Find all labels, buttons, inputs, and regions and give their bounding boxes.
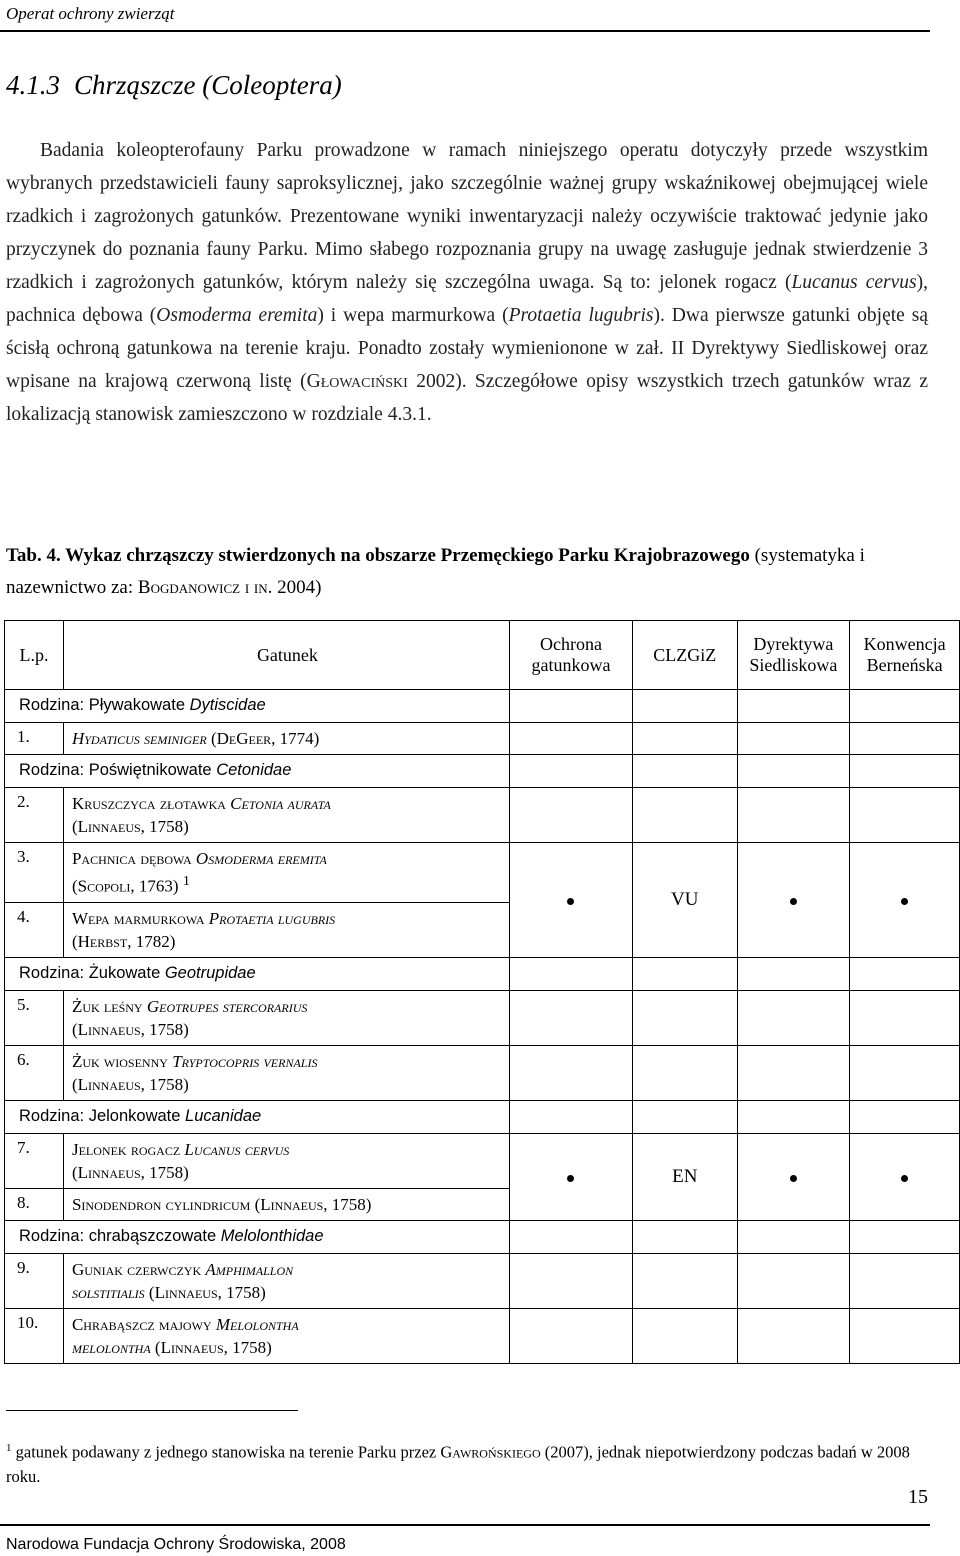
family-label <box>5 957 510 990</box>
species-lat: melolontha <box>71 1337 151 1357</box>
species-cell <box>63 843 509 903</box>
latin-name: Lucanus cervus <box>791 272 917 293</box>
species-lat: Hydaticus seminiger <box>71 729 207 748</box>
row-number: 9. <box>5 1253 64 1308</box>
species-author: (Linnaeus, 1758) <box>71 1074 189 1094</box>
body-text-1: Badania koleopterofauny Parku prowadzone w ramach niniejszego operatu dotyczyły przede wszystkim wybranych przedstawicieli fauny saproksylicznej, jako szczególnie ważnej grupy wskaźnikowej obejmującej wiele rzadkich i zagrożonych gatunków. Prezentowane wyniki inwentaryzacji należy oczywiście traktować jedynie jako przyczynek do poznania fauny Parku. Mimo słabego rozpoznania grupy na uwagę zasługuje jednak stwierdzenie 3 rzadkich i zagrożonych gatunków, którym należy się szczególna uwaga. Są to: jelonek rogacz ( <box>6 140 928 293</box>
redlist-status: EN <box>633 1133 738 1220</box>
species-cell <box>63 990 509 1045</box>
row-number: 7. <box>5 1133 64 1188</box>
species-lat: Sinodendron cylindricum <box>71 1194 251 1214</box>
protection-status <box>509 1133 632 1220</box>
caption-text: (systematyka i nazewnictwo za: <box>6 545 865 598</box>
family-row <box>5 690 960 723</box>
species-lat: Amphimallon <box>205 1259 294 1279</box>
bullet-icon <box>567 898 574 905</box>
row-number: 1. <box>5 723 64 755</box>
footnote <box>6 1436 931 1489</box>
body-text-4: ). Dwa pierwsze gatunki objęte są ścisłą ochroną gatunkowa na terenie kraju. Ponadto zostały wymienionone w zał. II Dyrektywy Siedliskowej oraz wpisane na krajową czerwoną listę ( <box>6 305 928 392</box>
footer-text: Narodowa Fundacja Ochrony Środowiska, 2008 <box>6 1536 346 1553</box>
protection-status <box>509 843 632 958</box>
species-pl: Guniak czerwczyk <box>71 1259 206 1279</box>
family-row <box>5 755 960 788</box>
table-row <box>5 990 960 1045</box>
bullet-icon <box>790 898 797 905</box>
species-author: (Linnaeus, 1758) <box>250 1194 372 1214</box>
species-cell <box>63 1253 509 1308</box>
species-table <box>4 620 960 1364</box>
table-row <box>5 788 960 843</box>
family-row <box>5 1100 960 1133</box>
bullet-icon <box>567 1175 574 1182</box>
body-text-3: ) i wepa marmurkowa ( <box>317 305 509 326</box>
footnote-text: gatunek podawany z jednego stanowiska na terenie Parku przez <box>11 1442 441 1462</box>
species-author: (Herbst, 1782) <box>71 931 176 951</box>
row-number: 5. <box>5 990 64 1045</box>
table-header-row <box>5 621 960 690</box>
header-lp: L.p. <box>5 621 64 690</box>
family-lat: Geotrupidae <box>164 963 256 982</box>
family-label <box>5 690 510 723</box>
species-cell <box>63 1133 509 1188</box>
caption-title: Tab. 4. Wykaz chrząszczy stwierdzonych na obszarze Przemęckiego Parku Krajobrazowego <box>6 545 750 566</box>
species-cell <box>63 1308 509 1363</box>
species-cell <box>63 902 509 957</box>
species-cell <box>63 1188 509 1220</box>
family-label <box>5 1220 510 1253</box>
family-pl: Rodzina: Jelonkowate <box>19 1106 186 1125</box>
family-row <box>5 957 960 990</box>
redlist-status: VU <box>633 843 738 958</box>
family-lat: Cetonidae <box>216 761 292 779</box>
row-number: 6. <box>5 1045 64 1100</box>
row-number: 3. <box>5 843 64 903</box>
species-lat: Melolontha <box>215 1314 299 1334</box>
caption-year: 2004) <box>272 577 322 598</box>
row-number: 2. <box>5 788 64 843</box>
family-pl: Rodzina: Poświętnikowate <box>19 761 217 779</box>
table-row <box>5 1133 960 1188</box>
table-row <box>5 1308 960 1363</box>
species-pl: Pachnica dębowa <box>71 849 196 868</box>
body-paragraph <box>6 134 928 431</box>
family-pl: Rodzina: Żukowate <box>19 963 165 982</box>
footnote-mark: 1 <box>6 1442 12 1454</box>
species-lat: Tryptocopris vernalis <box>172 1051 318 1071</box>
species-author: (Linnaeus, 1758) <box>150 1337 272 1357</box>
footnote-text: (2007), jednak niepotwierdzony podczas badań w 2008 roku. <box>6 1442 910 1486</box>
species-author: (Linnaeus, 1758) <box>71 1019 189 1039</box>
row-number: 8. <box>5 1188 64 1220</box>
row-number: 10. <box>5 1308 64 1363</box>
latin-name: Osmoderma eremita <box>156 305 318 326</box>
header-species: Gatunek <box>63 621 509 690</box>
family-label <box>5 1100 510 1133</box>
bullet-icon <box>901 1175 908 1182</box>
header-rule <box>0 30 930 32</box>
family-pl: Rodzina: chrabąszczowate <box>19 1226 221 1245</box>
footer-rule <box>0 1524 930 1526</box>
species-lat: solstitialis <box>71 1282 145 1302</box>
family-lat: Dytiscidae <box>189 696 266 714</box>
bern-status <box>850 1133 960 1220</box>
section-heading: Chrząszcze (Coleoptera) <box>74 70 342 100</box>
species-author: (Linnaeus, 1758) <box>71 1162 189 1182</box>
running-header: Operat ochrony zwierząt <box>6 4 175 23</box>
table-caption <box>6 540 928 604</box>
species-lat: Cetonia aurata <box>230 794 331 813</box>
habitats-status <box>737 843 850 958</box>
species-author: (Linnaeus, 1758) <box>144 1282 266 1302</box>
species-cell <box>63 788 509 843</box>
header-bern-convention: Konwencja Berneńska <box>850 621 960 690</box>
footnote-rule <box>6 1410 298 1411</box>
bern-status <box>850 843 960 958</box>
family-lat: Lucanidae <box>185 1106 262 1125</box>
footnote-author: Gawrońskiego <box>440 1442 541 1462</box>
footnote-ref: 1 <box>182 873 190 889</box>
row-number: 4. <box>5 902 64 957</box>
bullet-icon <box>790 1175 797 1182</box>
body-text-2: ), pachnica dębowa ( <box>6 272 928 326</box>
caption-author: Bogdanowicz i in. <box>137 577 273 598</box>
family-pl: Rodzina: Pływakowate <box>19 696 190 714</box>
header-habitats-directive: Dyrektywa Siedliskowa <box>737 621 850 690</box>
species-pl: Chrabąszcz majowy <box>71 1314 216 1334</box>
family-lat: Melolonthidae <box>220 1226 324 1245</box>
table-row <box>5 1253 960 1308</box>
table-row <box>5 1045 960 1100</box>
section-title <box>6 70 342 101</box>
table-row <box>5 723 960 755</box>
latin-name: Protaetia lugubris <box>508 305 654 326</box>
species-lat: Protaetia lugubris <box>208 908 336 928</box>
family-row <box>5 1220 960 1253</box>
species-pl: Żuk leśny <box>71 996 147 1016</box>
species-author: (DeGeer, 1774) <box>210 729 320 748</box>
species-cell <box>63 1045 509 1100</box>
species-pl: Żuk wiosenny <box>71 1051 173 1071</box>
family-label <box>5 755 510 788</box>
header-redlist: CLZGiZ <box>633 621 738 690</box>
species-lat: Lucanus cervus <box>184 1139 290 1159</box>
species-cell <box>63 723 509 755</box>
section-number: 4.1.3 <box>6 70 60 100</box>
body-text-5: 2002). Szczegółowe opisy wszystkich trzech gatunków wraz z lokalizacją stanowisk zamieszczono w rozdziale 4.3.1. <box>6 371 928 425</box>
species-lat: Geotrupes stercorarius <box>146 996 308 1016</box>
species-pl: Kruszczyca złotawka <box>71 794 231 813</box>
header-protection: Ochrona gatunkowa <box>509 621 632 690</box>
species-author: (Linnaeus, 1758) <box>71 817 189 836</box>
species-pl: Jelonek rogacz <box>71 1139 185 1159</box>
species-lat: Osmoderma eremita <box>195 849 327 868</box>
species-pl: Wepa marmurkowa <box>71 908 209 928</box>
table-row <box>5 843 960 903</box>
species-author: (Scopoli, 1763) <box>71 876 179 896</box>
bullet-icon <box>901 898 908 905</box>
habitats-status <box>737 1133 850 1220</box>
page-number: 15 <box>908 1486 928 1508</box>
citation-author: Głowaciński <box>306 371 408 392</box>
